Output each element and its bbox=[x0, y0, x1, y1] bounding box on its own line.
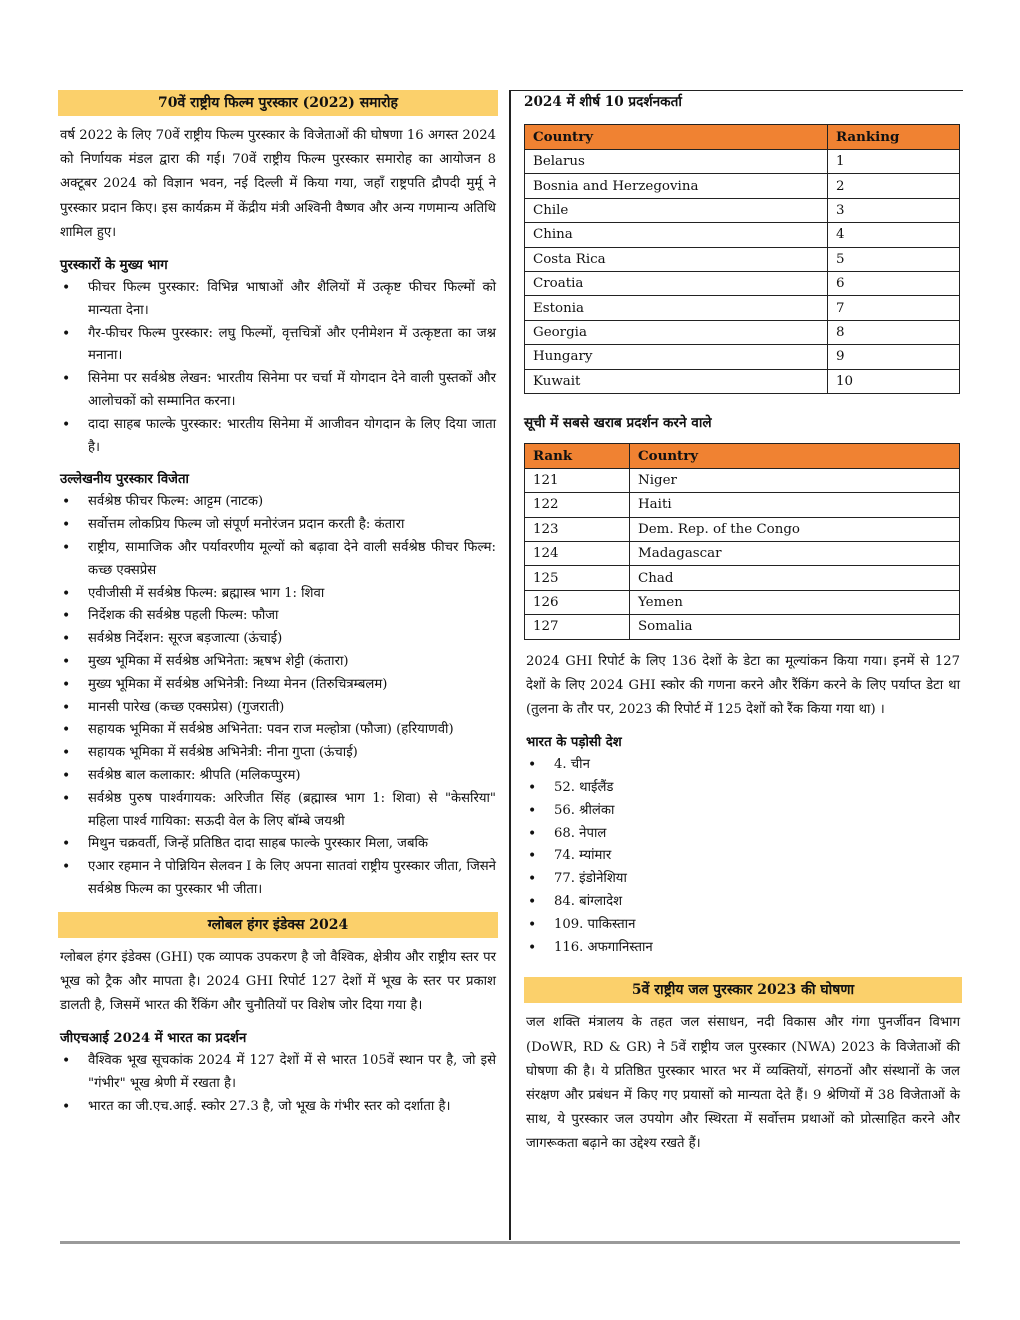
country-cell: Chad bbox=[630, 566, 960, 590]
rank-cell: 124 bbox=[525, 542, 630, 566]
country-cell: China bbox=[525, 223, 828, 247]
rank-cell: 6 bbox=[828, 271, 960, 295]
film-awards-title: 70वें राष्ट्रीय फिल्म पुरस्कार (2022) समारोह bbox=[58, 90, 498, 116]
ghi-assessment-note: 2024 GHI रिपोर्ट के लिए 136 देशों के डेटा का मूल्यांकन किया गया। इनमें से 127 देशों के लिए 2024 GHI स्कोर की गणना करने और रैंकिंग करने के लिए पर्याप्त डेटा था (तुलना के तौर पर, 2023 की रिपोर्ट में 125 देशों को रैंक किया गया था) । bbox=[526, 653, 960, 718]
rank-cell: 3 bbox=[828, 198, 960, 222]
column-header: Country bbox=[525, 125, 828, 150]
list-item: • 68. नेपाल bbox=[524, 823, 960, 846]
table-header-row bbox=[525, 125, 960, 150]
rank-cell: 121 bbox=[525, 468, 630, 492]
rank-cell: 1 bbox=[828, 150, 960, 174]
table-header-row bbox=[525, 443, 960, 468]
rank-cell: 122 bbox=[525, 493, 630, 517]
list-item: • मुख्य भूमिका में सर्वश्रेष्ठ अभिनेत्री: निथ्या मेनन (तिरुचित्रम्बलम) bbox=[58, 674, 496, 697]
table-row bbox=[525, 223, 960, 247]
column-divider bbox=[509, 90, 511, 1240]
list-item: • सर्वश्रेष्ठ पुरुष पार्श्वगायक: अरिजीत सिंह (ब्रह्मास्त्र भाग 1: शिवा) से "केसरिया" महिला पार्श्व गायिका: सऊदी वेल के लिए बॉम्बे जयश्री bbox=[58, 788, 496, 834]
list-item: • सहायक भूमिका में सर्वश्रेष्ठ अभिनेता: पवन राज मल्होत्रा (फौजा) (हरियाणवी) bbox=[58, 719, 496, 742]
rank-cell: 10 bbox=[828, 369, 960, 393]
list-item: • सर्वश्रेष्ठ बाल कलाकार: श्रीपति (मलिकप्पुरम) bbox=[58, 765, 496, 788]
rank-cell: 126 bbox=[525, 590, 630, 614]
worst-performers-heading: सूची में सबसे खराब प्रदर्शन करने वाले bbox=[524, 414, 712, 431]
table-row bbox=[525, 369, 960, 393]
table-row bbox=[525, 150, 960, 174]
list-item: • सर्वश्रेष्ठ निर्देशन: सूरज बड़जात्या (ऊंचाई) bbox=[58, 628, 496, 651]
country-cell: Haiti bbox=[630, 493, 960, 517]
list-item: • दादा साहब फाल्के पुरस्कार: भारतीय सिनेमा में आजीवन योगदान के लिए दिया जाता है। bbox=[58, 414, 496, 460]
top-performers-table bbox=[524, 124, 960, 394]
list-item: • निर्देशक की सर्वश्रेष्ठ पहली फिल्म: फौजा bbox=[58, 605, 496, 628]
column-header: Rank bbox=[525, 443, 630, 468]
list-item: • गैर-फीचर फिल्म पुरस्कार: लघु फिल्मों, वृत्तचित्रों और एनीमेशन में उत्कृष्टता का जश्न मनाना। bbox=[58, 323, 496, 369]
rank-cell: 2 bbox=[828, 174, 960, 198]
table-row bbox=[525, 247, 960, 271]
table-row bbox=[525, 493, 960, 517]
list-item: • 84. बांग्लादेश bbox=[524, 891, 960, 914]
table-row bbox=[525, 271, 960, 295]
award-parts-list bbox=[58, 277, 498, 459]
list-item: • 77. इंडोनेशिया bbox=[524, 868, 960, 891]
top-performers-heading: 2024 में शीर्ष 10 प्रदर्शनकर्ता bbox=[524, 94, 682, 110]
bottom-rule bbox=[60, 1241, 960, 1244]
water-awards-title: 5वें राष्ट्रीय जल पुरस्कार 2023 की घोषणा bbox=[524, 977, 962, 1003]
list-item: • एआर रहमान ने पोन्नियिन सेलवन I के लिए अपना सातवां राष्ट्रीय पुरस्कार जीता, जिसने सर्वश्रेष्ठ फिल्म का पुरस्कार भी जीता। bbox=[58, 856, 496, 902]
country-cell: Estonia bbox=[525, 296, 828, 320]
water-awards-body: जल शक्ति मंत्रालय के तहत जल संसाधन, नदी विकास और गंगा पुनर्जीवन विभाग (DoWR, RD & GR) ने 5वें राष्ट्रीय जल पुरस्कार (NWA) 2023 के विजेताओं की घोषणा की है। ये प्रतिष्ठित पुरस्कार भारत भर में व्यक्तियों, संगठनों और संस्थानों के जल संरक्षण और प्रबंधन में किए गए प्रयासों को मान्यता देते हैं। 9 श्रेणियों में 38 विजेताओं के साथ, ये पुरस्कार जल उपयोग और स्थिरता में सर्वोत्तम प्रथाओं को प्रोत्साहित करने और जागरूकता बढ़ाने का उद्देश्य रखते हैं। bbox=[526, 1015, 960, 1152]
film-awards-intro: वर्ष 2022 के लिए 70वें राष्ट्रीय फिल्म पुरस्कार के विजेताओं की घोषणा 16 अगस्त 2024 को निर्णायक मंडल द्वारा की गई। 70वें राष्ट्रीय फिल्म पुरस्कार समारोह का आयोजन 8 अक्टूबर 2024 को विज्ञान भवन, नई दिल्ली में किया गया, जहाँ राष्ट्रपति द्रौपदी मुर्मू ने पुरस्कार प्रदान किए। इस कार्यक्रम में केंद्रीय मंत्री अश्विनी वैष्णव और अन्य गणमान्य अतिथि शामिल हुए। bbox=[60, 128, 496, 240]
country-cell: Hungary bbox=[525, 345, 828, 369]
column-header: Country bbox=[630, 443, 960, 468]
list-item: • 56. श्रीलंका bbox=[524, 800, 960, 823]
india-performance-list bbox=[58, 1050, 498, 1118]
winners-heading: उल्लेखनीय पुरस्कार विजेता bbox=[60, 472, 189, 488]
rank-cell: 125 bbox=[525, 566, 630, 590]
right-column bbox=[524, 90, 962, 1157]
list-item: • 109. पाकिस्तान bbox=[524, 914, 960, 937]
rank-cell: 4 bbox=[828, 223, 960, 247]
list-item: • फीचर फिल्म पुरस्कार: विभिन्न भाषाओं और शैलियों में उत्कृष्ट फीचर फिल्मों को मान्यता देना। bbox=[58, 277, 496, 323]
table-row bbox=[525, 517, 960, 541]
list-item: • सर्वोत्तम लोकप्रिय फिल्म जो संपूर्ण मनोरंजन प्रदान करती है: कंतारा bbox=[58, 514, 496, 537]
table-row bbox=[525, 198, 960, 222]
column-header: Ranking bbox=[828, 125, 960, 150]
country-cell: Chile bbox=[525, 198, 828, 222]
neighbours-heading: भारत के पड़ोसी देश bbox=[526, 735, 622, 751]
table-row bbox=[525, 542, 960, 566]
rank-cell: 9 bbox=[828, 345, 960, 369]
rank-cell: 123 bbox=[525, 517, 630, 541]
list-item: • सहायक भूमिका में सर्वश्रेष्ठ अभिनेत्री: नीना गुप्ता (ऊंचाई) bbox=[58, 742, 496, 765]
table-row bbox=[525, 174, 960, 198]
neighbours-list bbox=[524, 754, 962, 959]
country-cell: Somalia bbox=[630, 615, 960, 639]
list-item: • सर्वश्रेष्ठ फीचर फिल्म: आट्टम (नाटक) bbox=[58, 491, 496, 514]
list-item: • सिनेमा पर सर्वश्रेष्ठ लेखन: भारतीय सिनेमा पर चर्चा में योगदान देने वाली पुस्तकों और आलोचकों को सम्मानित करना। bbox=[58, 368, 496, 414]
rank-cell: 7 bbox=[828, 296, 960, 320]
rank-cell: 5 bbox=[828, 247, 960, 271]
list-item: • मानसी पारेख (कच्छ एक्सप्रेस) (गुजराती) bbox=[58, 697, 496, 720]
table-row bbox=[525, 320, 960, 344]
list-item: • 74. म्यांमार bbox=[524, 845, 960, 868]
list-item: • 4. चीन bbox=[524, 754, 960, 777]
country-cell: Costa Rica bbox=[525, 247, 828, 271]
ghi-title: ग्लोबल हंगर इंडेक्स 2024 bbox=[58, 912, 498, 938]
rank-cell: 127 bbox=[525, 615, 630, 639]
table-row bbox=[525, 590, 960, 614]
india-performance-heading: जीएचआई 2024 में भारत का प्रदर्शन bbox=[60, 1031, 247, 1047]
country-cell: Bosnia and Herzegovina bbox=[525, 174, 828, 198]
ghi-intro: ग्लोबल हंगर इंडेक्स (GHI) एक व्यापक उपकरण है जो वैश्विक, क्षेत्रीय और राष्ट्रीय स्तर पर भूख को ट्रैक और मापता है। 2024 GHI रिपोर्ट 127 देशों में भूख के स्तर पर प्रकाश डालती है, जिसमें भारत की रैंकिंग और चुनौतियों पर विशेष जोर दिया गया है। bbox=[60, 949, 496, 1014]
award-parts-heading: पुरस्कारों के मुख्य भाग bbox=[60, 258, 168, 274]
list-item: • भारत का जी.एच.आई. स्कोर 27.3 है, जो भूख के गंभीर स्तर को दर्शाता है। bbox=[58, 1096, 496, 1119]
table-row bbox=[525, 615, 960, 639]
table-row bbox=[525, 468, 960, 492]
list-item: • राष्ट्रीय, सामाजिक और पर्यावरणीय मूल्यों को बढ़ावा देने वाली सर्वश्रेष्ठ फीचर फिल्म: कच्छ एक्सप्रेस bbox=[58, 537, 496, 583]
country-cell: Niger bbox=[630, 468, 960, 492]
country-cell: Croatia bbox=[525, 271, 828, 295]
country-cell: Georgia bbox=[525, 320, 828, 344]
country-cell: Belarus bbox=[525, 150, 828, 174]
list-item: • एवीजीसी में सर्वश्रेष्ठ फिल्म: ब्रह्मास्त्र भाग 1: शिवा bbox=[58, 583, 496, 606]
list-item: • 116. अफगानिस्तान bbox=[524, 937, 960, 960]
list-item: • मिथुन चक्रवर्ती, जिन्हें प्रतिष्ठित दादा साहब फाल्के पुरस्कार मिला, जबकि bbox=[58, 833, 496, 856]
worst-performers-table bbox=[524, 443, 960, 640]
rank-cell: 8 bbox=[828, 320, 960, 344]
country-cell: Kuwait bbox=[525, 369, 828, 393]
country-cell: Yemen bbox=[630, 590, 960, 614]
list-item: • मुख्य भूमिका में सर्वश्रेष्ठ अभिनेता: ऋषभ शेट्टी (कंतारा) bbox=[58, 651, 496, 674]
table-row bbox=[525, 296, 960, 320]
table-row bbox=[525, 566, 960, 590]
country-cell: Madagascar bbox=[630, 542, 960, 566]
left-column bbox=[58, 90, 498, 1119]
winners-list bbox=[58, 491, 498, 901]
list-item: • वैश्विक भूख सूचकांक 2024 में 127 देशों में से भारत 105वें स्थान पर है, जो इसे "गंभीर" भूख श्रेणी में रखता है। bbox=[58, 1050, 496, 1096]
table-row bbox=[525, 345, 960, 369]
list-item: • 52. थाईलैंड bbox=[524, 777, 960, 800]
country-cell: Dem. Rep. of the Congo bbox=[630, 517, 960, 541]
